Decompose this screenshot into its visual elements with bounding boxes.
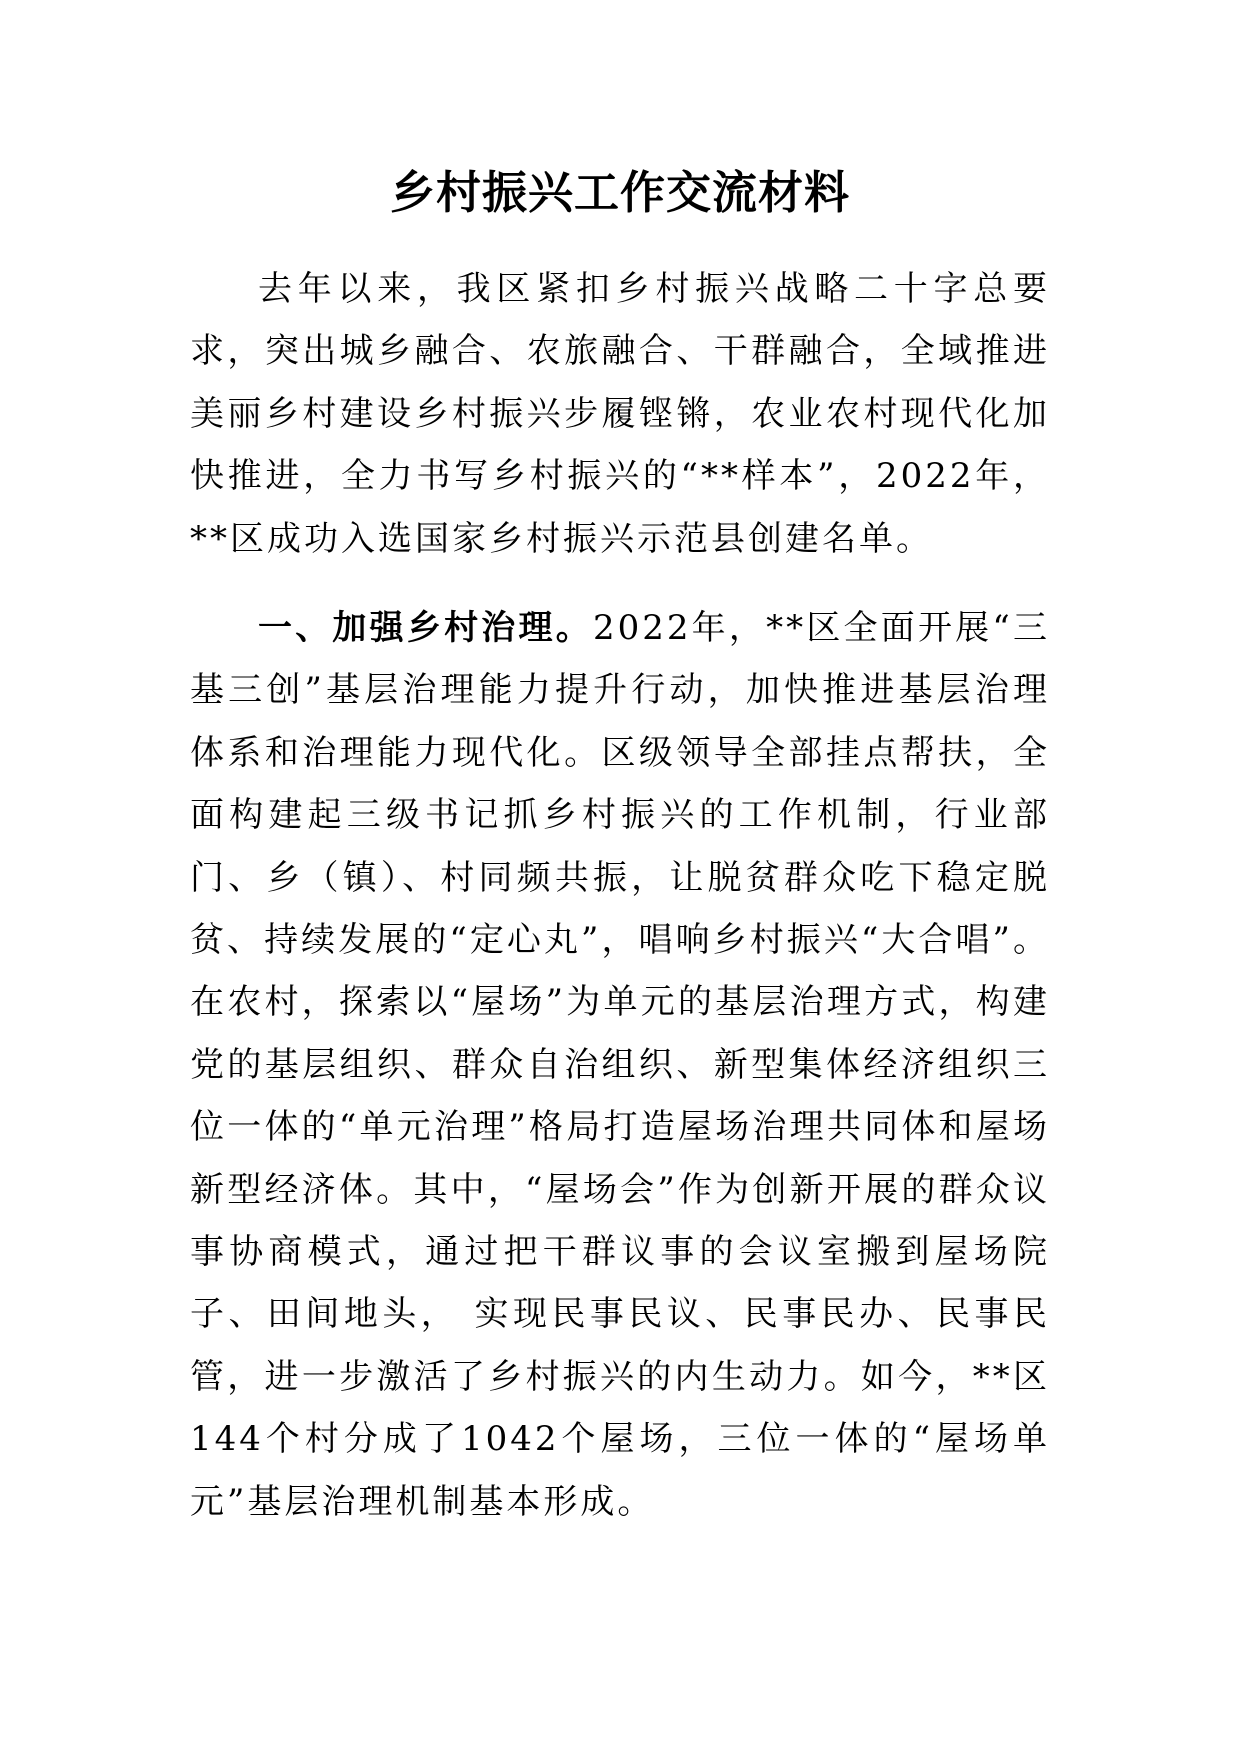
document-title: 乡村振兴工作交流材料 [389,166,850,219]
section-1-heading: 一、加强乡村治理。 [258,608,593,648]
intro-paragraph: 去年以来，我区紧扣乡村振兴战略二十字总要求，突出城乡融合、农旅融合、干群融合，全域推进美丽乡村建设乡村振兴步履铿锵，农业农村现代化加快推进，全力书写乡村振兴的“**样本”，2022年，**区成功入选国家乡村振兴示范县创建名单。 [190,269,1050,559]
section-1-body: 2022年，**区全面开展“三基三创”基层治理能力提升行动，加快推进基层治理体系和治理能力现代化。区级领导全部挂点帮扶，全面构建起三级书记抓乡村振兴的工作机制，行业部门、乡（镇）、村同频共振，让脱贫群众吃下稳定脱贫、持续发展的“定心丸”，唱响乡村振兴“大合唱”。在农村，探索以“屋场”为单元的基层治理方式，构建党的基层组织、群众自治组织、新型集体经济组织三位一体的“单元治理”格局打造屋场治理共同体和屋场新型经济体。其中，“屋场会”作为创新开展的群众议事协商模式，通过把干群议事的会议室搬到屋场院子、田间地头， 实现民事民议、民事民办、民事民管，进一步激活了乡村振兴的内生动力。如今，**区144个村分成了1042个屋场，三位一体的“屋场单元”基层治理机制基本形成。 [190,608,1050,1522]
section-1-paragraph [190,597,1050,1533]
